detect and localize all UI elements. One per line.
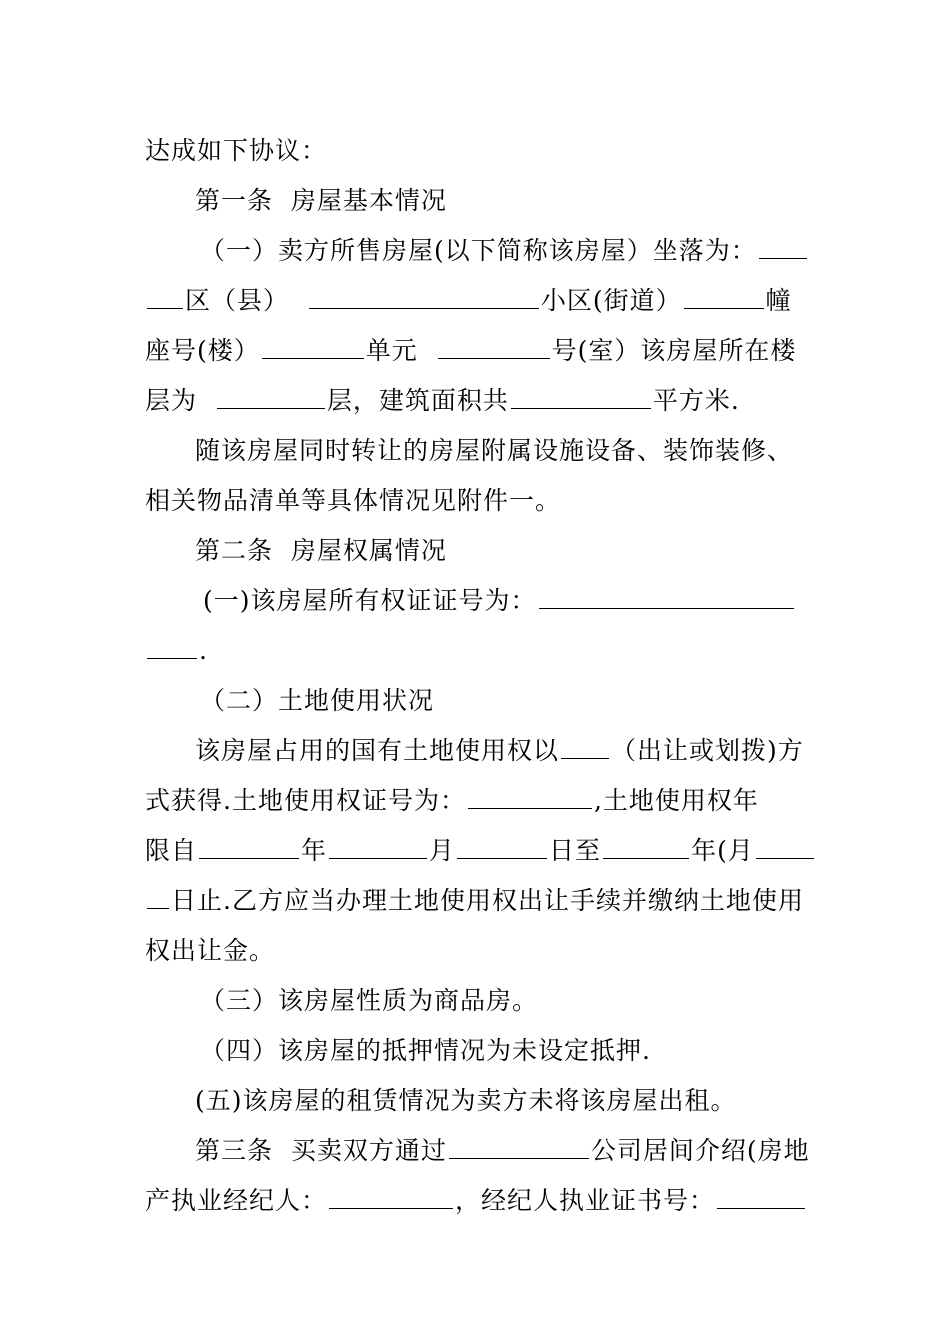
document-line (195, 436, 793, 466)
fill-in-blank (147, 286, 183, 309)
line-text: 平方米. (652, 386, 740, 415)
fill-in-blank (539, 586, 794, 609)
fill-in-blank (147, 886, 169, 909)
document-line (145, 1186, 807, 1216)
line-text: 第一条 房屋基本情况 (195, 186, 447, 215)
line-text: 层为 (145, 386, 215, 415)
document-line (145, 886, 804, 916)
fill-in-blank (468, 786, 592, 809)
fill-in-blank (457, 836, 547, 859)
document-line (145, 286, 792, 316)
document-line (145, 836, 816, 866)
line-text: 层，建筑面积共 (326, 386, 509, 415)
document-line (145, 636, 208, 666)
line-text: 第二条 房屋权属情况 (195, 536, 447, 565)
document-line (145, 136, 327, 166)
line-text: 年(月 (691, 836, 754, 865)
line-text: 随该房屋同时转让的房屋附属设施设备、装饰装修、 (195, 436, 794, 465)
line-text: 限自 (145, 836, 198, 865)
line-text: (五)该房屋的租赁情况为卖方未将该房屋出租。 (195, 1086, 737, 1115)
line-text: 年 (301, 836, 328, 865)
line-text: 月 (429, 836, 456, 865)
document-line (195, 536, 447, 566)
fill-in-blank (717, 1186, 805, 1209)
document-line (145, 336, 796, 366)
fill-in-blank (603, 836, 689, 859)
line-text: 号(室）该房屋所在楼 (551, 336, 797, 365)
fill-in-blank (199, 836, 299, 859)
line-text: 式获得.土地使用权证号为： (145, 786, 466, 815)
fill-in-blank (684, 286, 764, 309)
document-line (200, 236, 809, 266)
fill-in-blank (329, 1186, 453, 1209)
document-line (145, 786, 759, 816)
fill-in-blank (511, 386, 651, 409)
fill-in-blank (449, 1136, 589, 1159)
line-text: 权出让金。 (145, 936, 276, 965)
fill-in-blank (262, 336, 364, 359)
document-line (200, 1036, 651, 1066)
line-text: 日至 (549, 836, 602, 865)
document-line (200, 686, 434, 716)
line-text: 幢 (765, 286, 792, 315)
line-text: ,土地使用权年 (593, 786, 759, 815)
line-text: 公司居间介绍(房地 (590, 1136, 810, 1165)
line-text: 相关物品清单等具体情况见附件一。 (145, 486, 562, 515)
line-text: （三）该房屋性质为商品房。 (200, 986, 539, 1015)
line-text: （出让或划拨)方 (611, 736, 804, 765)
line-text: （四）该房屋的抵押情况为未设定抵押. (200, 1036, 651, 1065)
document-line (203, 586, 796, 616)
line-text: （二）土地使用状况 (200, 686, 435, 715)
document-line (195, 1136, 810, 1166)
document-line (195, 1086, 737, 1116)
line-text: (一)该房屋所有权证证号为： (203, 586, 537, 615)
line-text: 单元 (365, 336, 436, 365)
document-line (195, 736, 804, 766)
fill-in-blank (217, 386, 325, 409)
line-text: 第三条 买卖双方通过 (195, 1136, 447, 1165)
document-line (145, 386, 740, 416)
document-line (145, 486, 561, 516)
fill-in-blank (561, 736, 609, 759)
line-text: 小区(街道） (540, 286, 682, 315)
document-line (195, 186, 447, 216)
fill-in-blank (309, 286, 539, 309)
line-text: 日止.乙方应当办理土地使用权出让手续并缴纳土地使用 (171, 886, 804, 915)
line-text: 达成如下协议： (145, 136, 328, 165)
line-text: ，经纪人执业证书号： (455, 1186, 716, 1215)
fill-in-blank (756, 836, 814, 859)
document-line (145, 936, 275, 966)
fill-in-blank (759, 236, 807, 259)
fill-in-blank (147, 636, 197, 659)
line-text: . (199, 636, 208, 665)
line-text: 该房屋占用的国有土地使用权以 (195, 736, 560, 765)
fill-in-blank (438, 336, 550, 359)
line-text: 产执业经纪人： (145, 1186, 328, 1215)
fill-in-blank (329, 836, 427, 859)
document-line (200, 986, 538, 1016)
line-text: 座号(楼） (145, 336, 260, 365)
line-text: （一）卖方所售房屋(以下简称该房屋）坐落为： (200, 236, 757, 265)
line-text: 区（县） (185, 286, 307, 315)
